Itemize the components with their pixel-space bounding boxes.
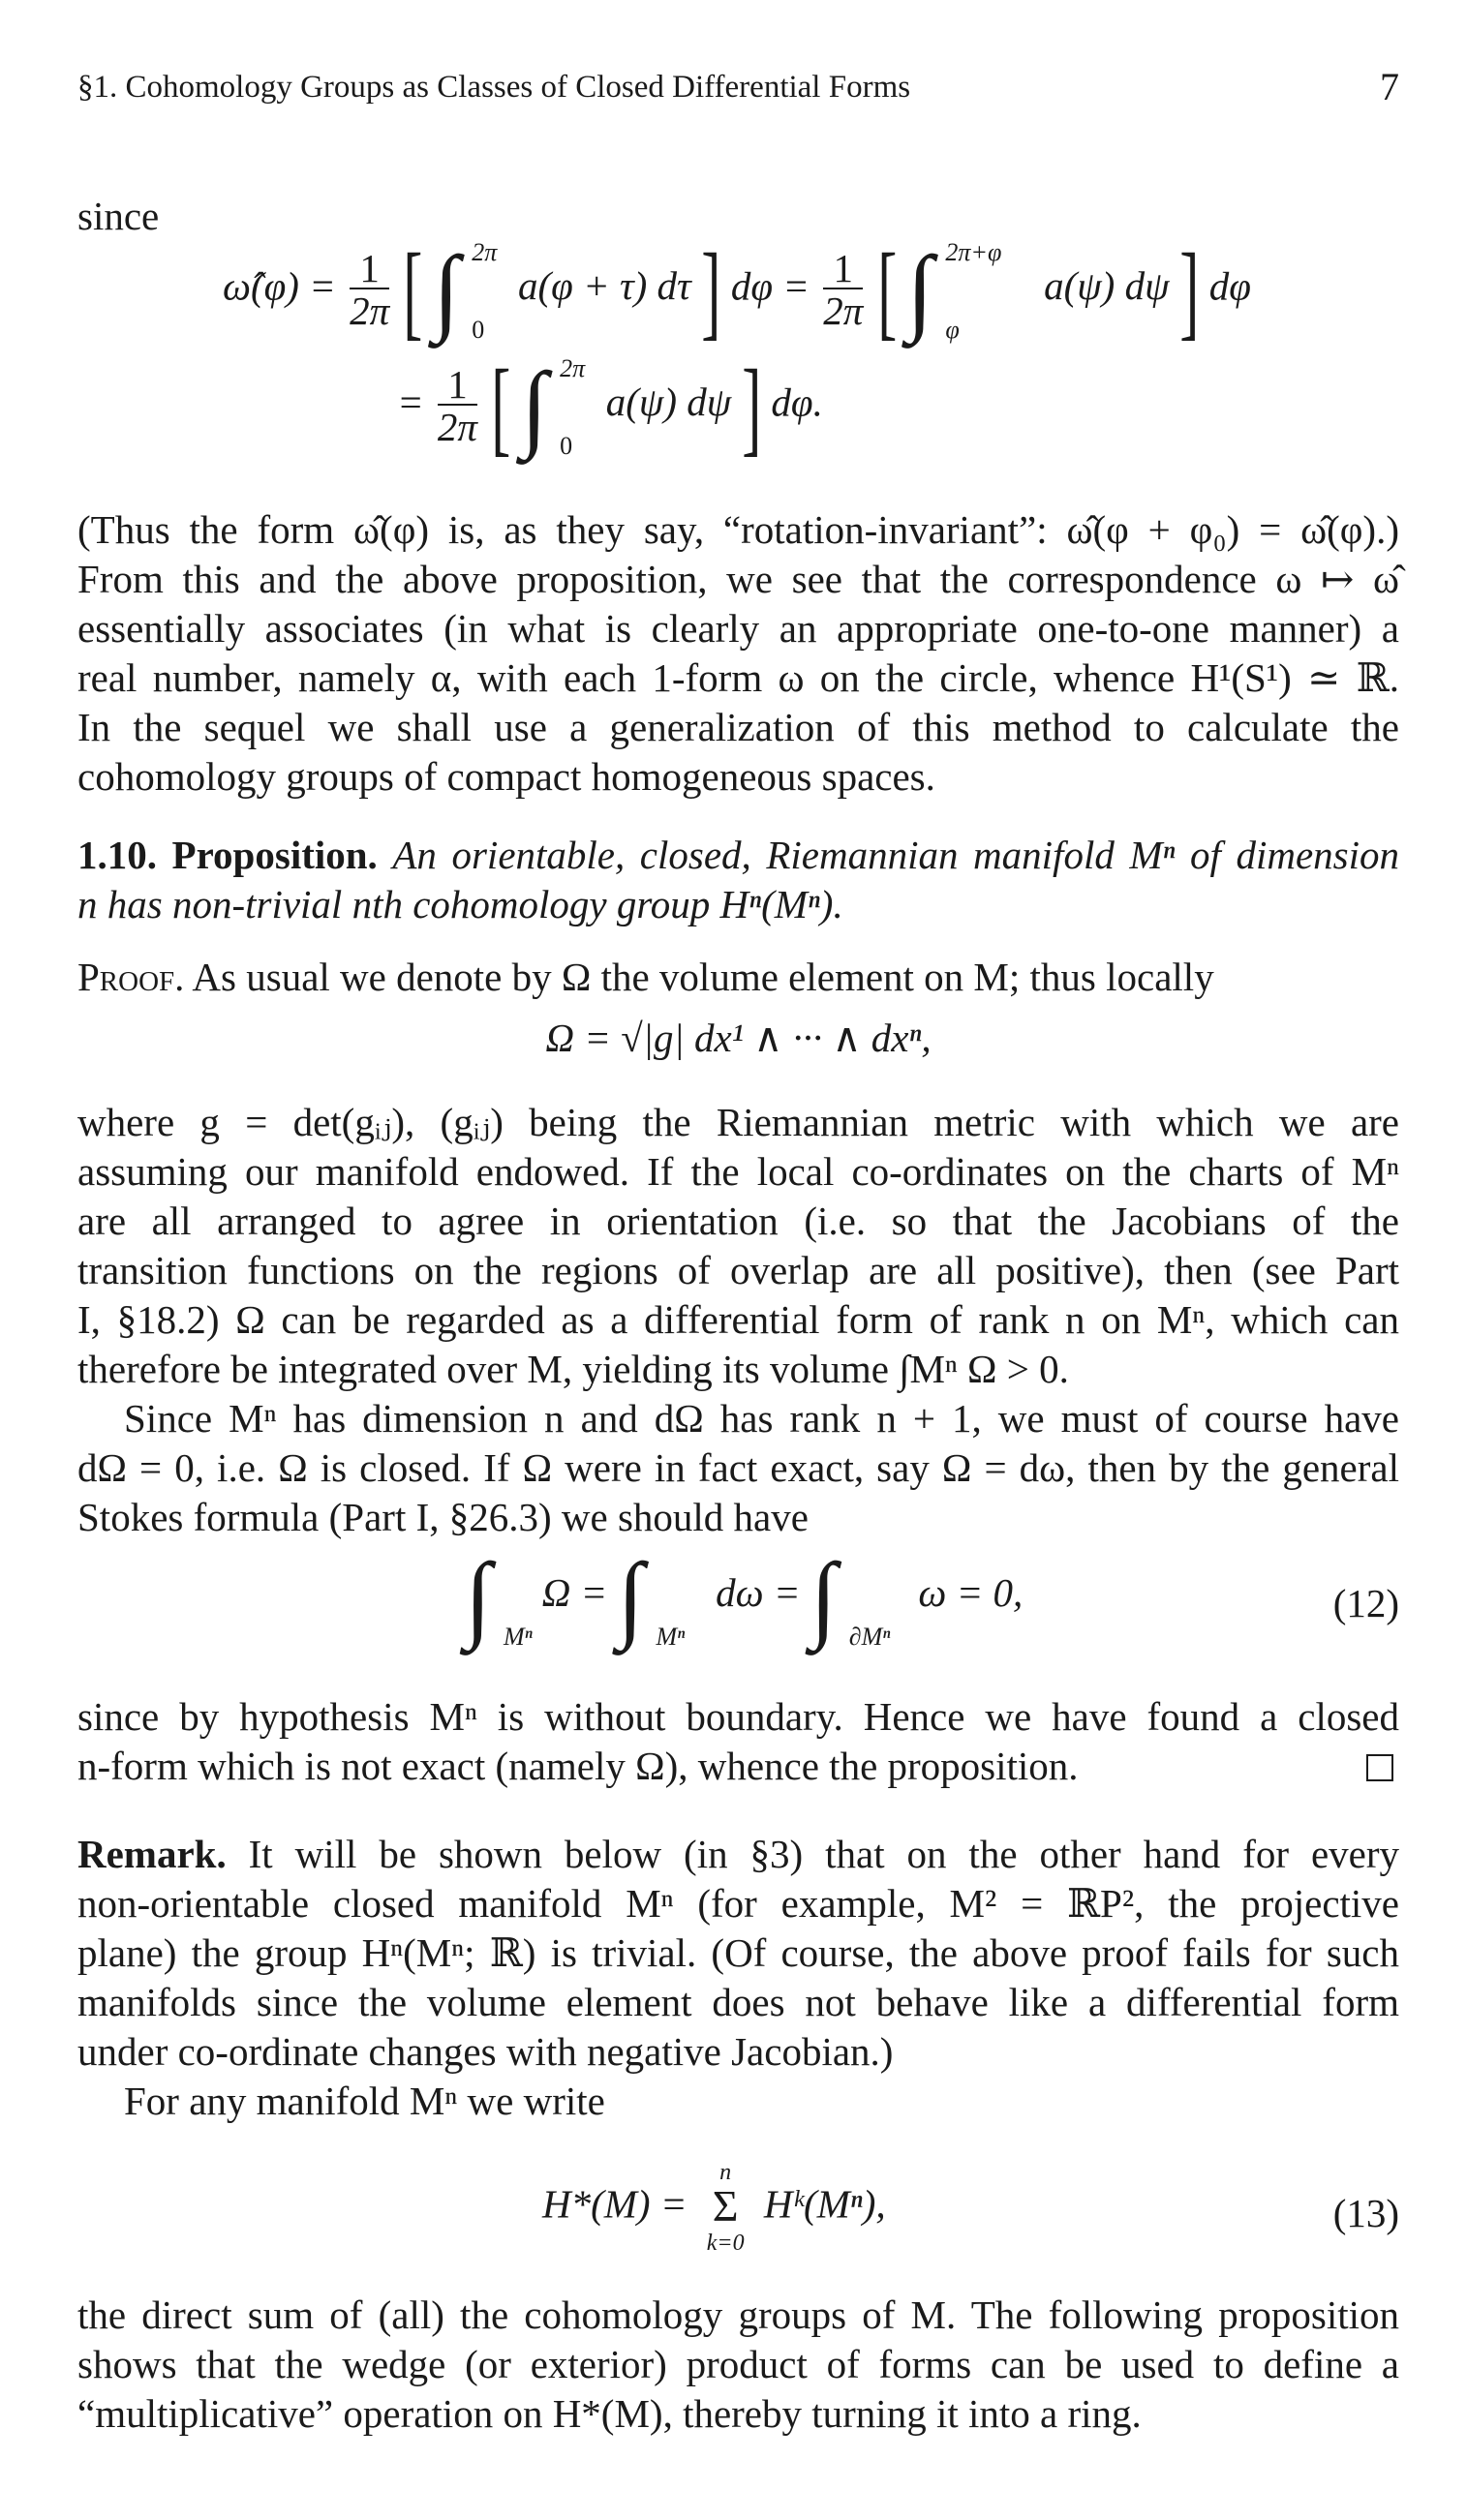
integral-sign: ∫ Mⁿ: [617, 1543, 686, 1651]
paragraph-conclusion: since by hypothesis Mⁿ is without boundary. Hence we have found a closed n-form which is not exact (namely Ω), whence the proposition.: [77, 1694, 1399, 1788]
integral-sign: ∫ Mⁿ: [465, 1543, 533, 1651]
equation-omega-hat-line2: = $\frac{1}{2\pi}$ [ ∫ 2π 0 a(ψ) dψ ] dφ.: [397, 348, 823, 466]
proof-label: Proof.: [77, 955, 185, 999]
proposition-label: 1.10. Proposition.: [77, 833, 378, 877]
proposition-1-10: 1.10. Proposition. An orientable, closed, Riemannian manifold Mⁿ of dimension n has non-trivial nth cohomology group Hⁿ(Mⁿ).: [77, 833, 1400, 926]
equation-omega-hat-line1: ω̂(φ) = $\frac{1}{2\pi}$ [ ∫ 2π 0 a(φ + τ) dτ ] dφ = $\frac{1}{2\pi}$ [ ∫ 2π+φ φ a(ψ) dψ ] dφ: [223, 231, 1251, 349]
remark: Remark. It will be shown below (in §3) that on the other hand for every non-orientable closed manifold Mⁿ (for example, M² = ℝP², the projective plane) the group Hⁿ(Mⁿ; ℝ) is trivial. (Of course, the above proof fails for such manifolds since the volume element does not behave like a differential form under co-ordinate changes with negative Jacobian.) For any manifold Mⁿ we write: [77, 1832, 1400, 2123]
qed-box-icon: [1366, 1754, 1393, 1781]
equation-volume-element: Ω = √|g| dx¹ ∧ ··· ∧ dxⁿ,: [545, 1016, 932, 1060]
paragraph-direct-sum: the direct sum of (all) the cohomology groups of M. The following proposition shows that the wedge (or exterior) product of forms can be used to define a “multiplicative” operation on H*(M), thereby turning it into a ring.: [77, 2292, 1399, 2436]
integral-sign: ∫ 2π 0: [433, 236, 498, 344]
integral-sign: ∫ ∂Mⁿ: [810, 1543, 891, 1651]
paragraph-stokes: Since Mⁿ has dimension n and dΩ has rank n + 1, we must of course have dΩ = 0, i.e. Ω is closed. If Ω were in fact exact, say Ω = dω, then by the general Stokes formula (Part I, §26.3) we should have: [77, 1396, 1399, 1539]
fraction: $\frac{1}{2\pi}$: [823, 246, 864, 333]
page-number: 7: [1380, 65, 1399, 108]
paragraph-riemannian-metric: where g = det(gᵢⱼ), (gᵢⱼ) being the Riemannian metric with which we are assuming our manifold endowed. If the local co-ordinates on the charts of Mⁿ are all arranged to agree in orientation (i.e. so that the Jacobians of the transition functions on the regions of overlap are all positive), then (see Part I, §18.2) Ω can be regarded as a differential form of rank n on Mⁿ, which can therefore be integrated over M, yielding its volume ∫Mⁿ Ω > 0.: [77, 1100, 1399, 1391]
section-title: §1. Cohomology Groups as Classes of Closed Differential Forms: [77, 70, 911, 105]
integral-sign: ∫ 2π 0: [521, 352, 586, 460]
integral-sign: ∫ 2π+φ φ: [906, 236, 1002, 344]
summation-sign: n Σ k=0: [706, 2160, 745, 2256]
paragraph-since: since: [77, 194, 160, 238]
paragraph-rotation-invariant: (Thus the form ω̂(φ) is, as they say, “rotation-invariant”: ω̂(φ + φ₀) = ω̂(φ).) From this and the above proposition, we see that the correspondence ω ↦ ω̂ essentially associates (in what is clearly an appropriate one-to-one manner) a real number, namely α, with each 1-form ω on the circle, whence H¹(S¹) ≃ ℝ. In the sequel we shall use a generalization of this method to calculate the cohomology groups of compact homogeneous spaces.: [77, 507, 1399, 799]
equation-13: H*(M) = n Σ k=0 Hᵏ(Mⁿ),: [542, 2160, 886, 2256]
fraction: $\frac{1}{2\pi}$: [437, 362, 477, 449]
equation-number-12: (12): [1332, 1581, 1399, 1625]
equation-12: ∫ Mⁿ Ω = ∫ Mⁿ dω = ∫ ∂Mⁿ ω = 0,: [465, 1543, 1024, 1651]
book-page: [77, 0, 1399, 2520]
equation-number-13: (13): [1332, 2191, 1399, 2235]
fraction: $\frac{1}{2\pi}$: [350, 246, 390, 333]
proof-intro: Proof. As usual we denote by Ω the volume element on M; thus locally: [77, 955, 1214, 999]
remark-label: Remark.: [77, 1832, 227, 1876]
